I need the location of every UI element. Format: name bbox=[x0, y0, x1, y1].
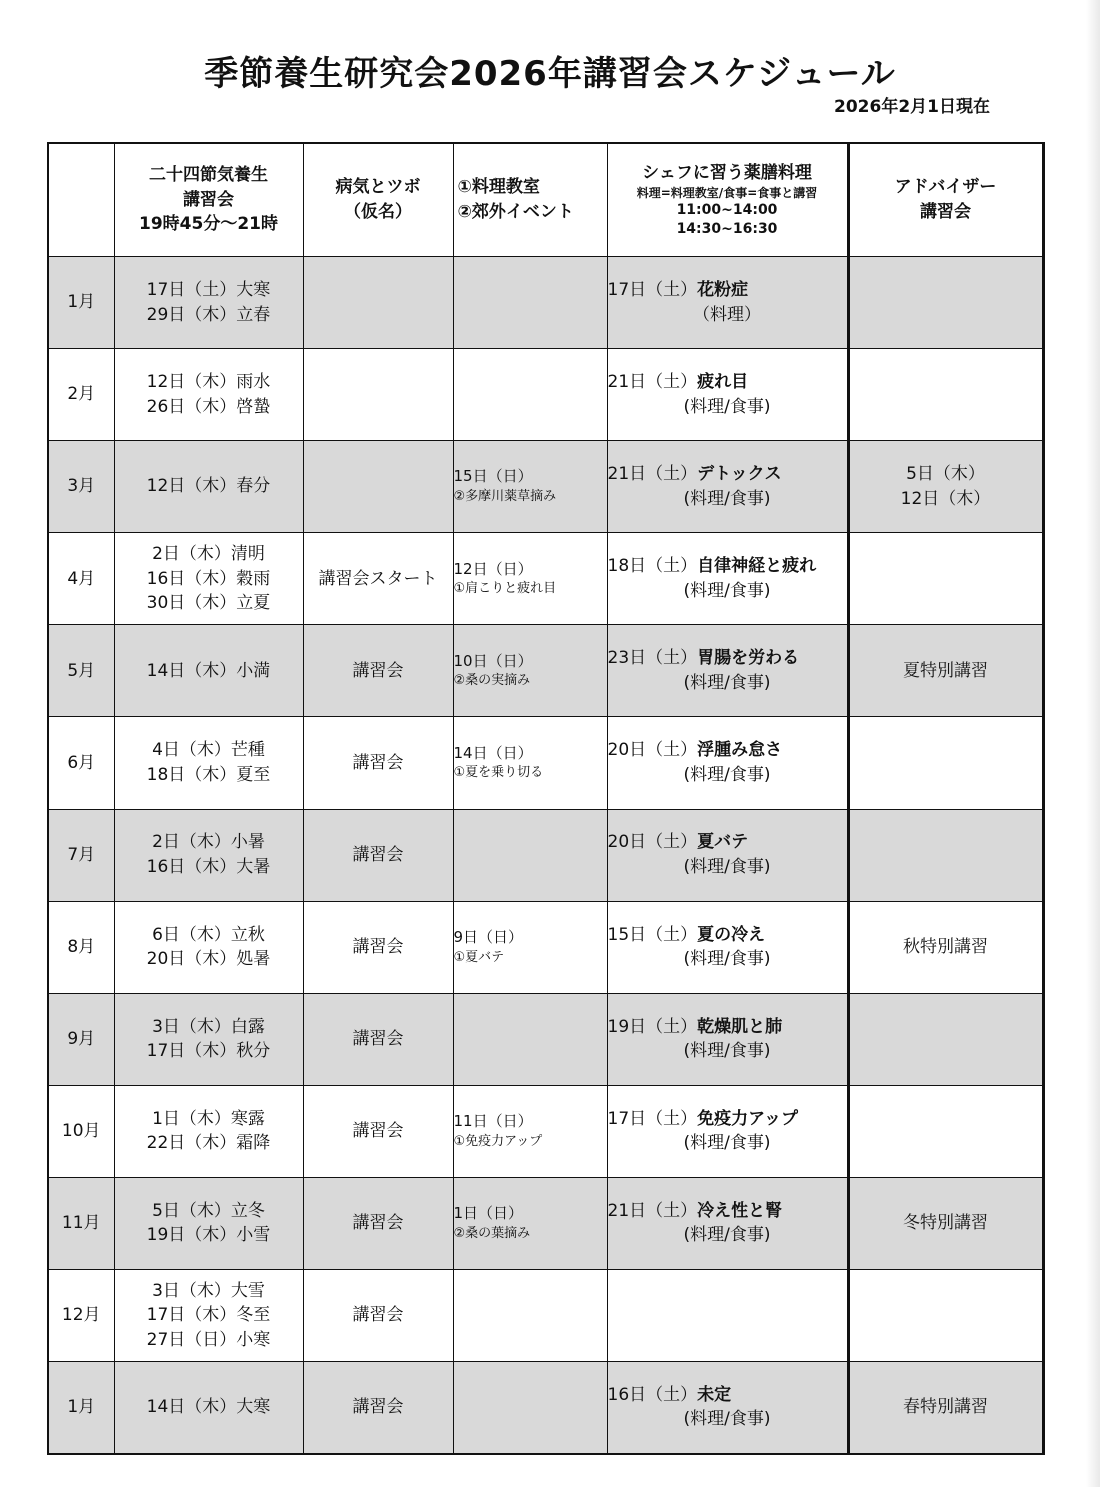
chef-line bbox=[608, 830, 847, 855]
cooking-date: 1日（日） bbox=[453, 1204, 524, 1223]
header-chef-legend: 料理=料理教室/食事=食事と講習 bbox=[636, 185, 818, 200]
chef-mode: (料理/食事) bbox=[683, 765, 771, 786]
month-cell: 7月 bbox=[48, 809, 114, 901]
chef-mode: (料理/食事) bbox=[683, 396, 771, 417]
disease-cell: 講習会 bbox=[303, 625, 453, 717]
chef-line bbox=[608, 1107, 847, 1132]
header-cooking-line: ②郊外イベント bbox=[457, 202, 574, 222]
sekki-entry: 3日（木）大雪 bbox=[152, 1280, 265, 1301]
advisor-cell bbox=[848, 1270, 1043, 1362]
chef-cell bbox=[607, 1177, 848, 1269]
cooking-date: 12日（日） bbox=[453, 559, 533, 578]
month-cell: 10月 bbox=[48, 1085, 114, 1177]
chef-cell bbox=[607, 993, 848, 1085]
table-row bbox=[48, 1085, 1043, 1177]
chef-topic: 夏の冷え bbox=[697, 924, 766, 945]
disease-cell bbox=[303, 349, 453, 441]
chef-cell bbox=[607, 1362, 848, 1454]
cooking-cell bbox=[453, 1270, 607, 1362]
chef-line bbox=[608, 554, 847, 579]
cooking-date: 9日（日） bbox=[453, 927, 524, 946]
header-chef bbox=[607, 143, 848, 257]
advisor-cell bbox=[848, 625, 1043, 717]
month-cell: 11月 bbox=[48, 1177, 114, 1269]
table-row bbox=[48, 993, 1043, 1085]
sekki-cell bbox=[114, 717, 303, 809]
cooking-cell bbox=[453, 993, 607, 1085]
cooking-cell bbox=[453, 1362, 607, 1454]
cooking-date: 14日（日） bbox=[453, 743, 533, 762]
advisor-cell bbox=[848, 901, 1043, 993]
cooking-note: ②桑の葉摘み bbox=[453, 1225, 531, 1241]
sekki-cell bbox=[114, 1085, 303, 1177]
sekki-entry: 17日（土）大寒 bbox=[146, 279, 271, 300]
sekki-entry: 5日（木）立冬 bbox=[152, 1200, 265, 1221]
advisor-cell bbox=[848, 441, 1043, 533]
advisor-cell bbox=[848, 1085, 1043, 1177]
disease-cell: 講習会 bbox=[303, 993, 453, 1085]
sekki-cell bbox=[114, 809, 303, 901]
chef-topic: 冷え性と腎 bbox=[697, 1200, 783, 1221]
page-title: 季節養生研究会2026年講習会スケジュール bbox=[204, 54, 896, 94]
chef-date: 21日（土） bbox=[607, 1200, 698, 1221]
sekki-cell bbox=[114, 441, 303, 533]
cooking-cell bbox=[453, 257, 607, 349]
table-row bbox=[48, 809, 1043, 901]
chef-mode: (料理/食事) bbox=[683, 1133, 771, 1154]
advisor-cell bbox=[848, 533, 1043, 625]
chef-date: 20日（土） bbox=[607, 832, 698, 853]
chef-line bbox=[608, 370, 847, 395]
disease-cell: 講習会 bbox=[303, 717, 453, 809]
chef-mode: (料理/食事) bbox=[683, 580, 771, 601]
cooking-cell bbox=[453, 809, 607, 901]
chef-date: 23日（土） bbox=[607, 648, 698, 669]
sekki-cell bbox=[114, 901, 303, 993]
disease-cell: 講習会 bbox=[303, 1362, 453, 1454]
sekki-entry: 16日（木）穀雨 bbox=[146, 568, 271, 589]
sekki-entry: 30日（木）立夏 bbox=[146, 593, 271, 614]
sekki-cell bbox=[114, 257, 303, 349]
advisor-cell bbox=[848, 717, 1043, 809]
disease-cell: 講習会 bbox=[303, 901, 453, 993]
chef-mode: (料理/食事) bbox=[683, 1041, 771, 1062]
month-cell: 2月 bbox=[48, 349, 114, 441]
month-cell: 1月 bbox=[48, 1362, 114, 1454]
sekki-entry: 22日（木）霜降 bbox=[146, 1133, 271, 1154]
header-row bbox=[48, 143, 1043, 257]
sekki-entry: 14日（木）小満 bbox=[146, 660, 271, 681]
advisor-cell bbox=[848, 1362, 1043, 1454]
advisor-entry: 冬特別講習 bbox=[903, 1213, 988, 1234]
header-cooking-line: ①料理教室 bbox=[457, 177, 540, 198]
header-disease-line: （仮名） bbox=[344, 202, 412, 222]
month-cell: 9月 bbox=[48, 993, 114, 1085]
table-row bbox=[48, 1362, 1043, 1454]
chef-topic: 未定 bbox=[697, 1384, 732, 1405]
month-cell: 12月 bbox=[48, 1270, 114, 1362]
cooking-cell bbox=[453, 533, 607, 625]
cooking-cell bbox=[453, 625, 607, 717]
chef-cell bbox=[607, 625, 848, 717]
chef-date: 16日（土） bbox=[607, 1384, 698, 1405]
header-cooking bbox=[453, 143, 607, 257]
table-row bbox=[48, 441, 1043, 533]
table-row bbox=[48, 257, 1043, 349]
header-month bbox=[48, 143, 114, 257]
chef-cell bbox=[607, 901, 848, 993]
header-sekki-line: 二十四節気養生 bbox=[149, 165, 268, 186]
chef-mode: (料理/食事) bbox=[683, 488, 771, 509]
header-sekki-line: 講習会 bbox=[183, 189, 234, 210]
disease-cell bbox=[303, 441, 453, 533]
sekki-entry: 2日（木）清明 bbox=[152, 543, 265, 564]
header-chef-time: 11:00~14:00 bbox=[676, 202, 778, 219]
disease-cell: 講習会 bbox=[303, 1085, 453, 1177]
advisor-cell bbox=[848, 257, 1043, 349]
table-row bbox=[48, 1270, 1043, 1362]
chef-cell bbox=[607, 809, 848, 901]
header-advisor-line: 講習会 bbox=[920, 202, 971, 222]
sekki-entry: 26日（木）啓蟄 bbox=[146, 396, 271, 417]
chef-cell bbox=[607, 1270, 848, 1362]
chef-line bbox=[608, 923, 847, 948]
chef-topic: 自律神経と疲れ bbox=[697, 556, 817, 577]
cooking-note: ②桑の実摘み bbox=[453, 673, 531, 689]
header-disease-line: 病気とツボ bbox=[335, 177, 421, 198]
sekki-cell bbox=[114, 349, 303, 441]
chef-date: 17日（土） bbox=[607, 279, 698, 300]
sekki-entry: 20日（木）処暑 bbox=[146, 949, 271, 970]
sekki-cell bbox=[114, 993, 303, 1085]
disease-cell: 講習会 bbox=[303, 809, 453, 901]
sekki-entry: 4日（木）芒種 bbox=[152, 740, 265, 761]
month-cell: 5月 bbox=[48, 625, 114, 717]
header-disease bbox=[303, 143, 453, 257]
advisor-cell bbox=[848, 1177, 1043, 1269]
sekki-cell bbox=[114, 1270, 303, 1362]
advisor-entry: 5日（木） bbox=[906, 464, 985, 485]
month-cell: 6月 bbox=[48, 717, 114, 809]
chef-date: 17日（土） bbox=[607, 1108, 698, 1129]
cooking-note: ①夏バテ bbox=[453, 949, 505, 965]
sekki-entry: 2日（木）小暑 bbox=[152, 832, 265, 853]
advisor-cell bbox=[848, 349, 1043, 441]
table-row bbox=[48, 349, 1043, 441]
table-row bbox=[48, 901, 1043, 993]
chef-line bbox=[608, 1383, 847, 1408]
sekki-cell bbox=[114, 533, 303, 625]
advisor-entry: 12日（木） bbox=[900, 488, 991, 509]
table-row bbox=[48, 533, 1043, 625]
sekki-cell bbox=[114, 625, 303, 717]
table-row bbox=[48, 717, 1043, 809]
cooking-cell bbox=[453, 901, 607, 993]
disease-cell: 講習会スタート bbox=[303, 533, 453, 625]
as-of-date: 2026年2月1日現在 bbox=[834, 97, 990, 117]
cooking-note: ①免疫力アップ bbox=[453, 1133, 543, 1149]
advisor-cell bbox=[848, 993, 1043, 1085]
cooking-cell bbox=[453, 349, 607, 441]
cooking-cell bbox=[453, 441, 607, 533]
chef-mode: (料理/食事) bbox=[683, 672, 771, 693]
chef-cell bbox=[607, 441, 848, 533]
chef-line bbox=[608, 462, 847, 487]
chef-date: 18日（土） bbox=[607, 556, 698, 577]
advisor-entry: 秋特別講習 bbox=[903, 936, 988, 957]
chef-line bbox=[608, 1015, 847, 1040]
chef-topic: 免疫力アップ bbox=[697, 1108, 798, 1129]
chef-line bbox=[608, 738, 847, 763]
chef-topic: デトックス bbox=[697, 464, 782, 485]
chef-mode: (料理/食事) bbox=[683, 949, 771, 970]
cooking-date: 11日（日） bbox=[453, 1112, 533, 1131]
header-advisor-line: アドバイザー bbox=[894, 177, 997, 198]
disease-cell bbox=[303, 257, 453, 349]
sekki-entry: 19日（木）小雪 bbox=[146, 1225, 271, 1246]
month-cell: 8月 bbox=[48, 901, 114, 993]
sekki-entry: 18日（木）夏至 bbox=[146, 765, 271, 786]
disease-cell: 講習会 bbox=[303, 1270, 453, 1362]
cooking-note: ①夏を乗り切る bbox=[453, 765, 544, 781]
sekki-entry: 17日（木）秋分 bbox=[146, 1041, 271, 1062]
chef-line bbox=[608, 1199, 847, 1224]
sekki-entry: 3日（木）白露 bbox=[152, 1016, 265, 1037]
advisor-entry: 春特別講習 bbox=[903, 1397, 988, 1418]
header-chef-time: 14:30~16:30 bbox=[676, 221, 778, 238]
cooking-note: ①肩こりと疲れ目 bbox=[453, 581, 557, 597]
chef-cell bbox=[607, 717, 848, 809]
header-sekki bbox=[114, 143, 303, 257]
chef-topic: 花粉症 bbox=[697, 279, 749, 300]
sekki-cell bbox=[114, 1177, 303, 1269]
sekki-entry: 1日（木）寒露 bbox=[152, 1108, 265, 1129]
chef-line bbox=[608, 646, 847, 671]
sekki-entry: 27日（日）小寒 bbox=[146, 1329, 271, 1350]
sekki-cell bbox=[114, 1362, 303, 1454]
sekki-entry: 16日（木）大暑 bbox=[146, 857, 271, 878]
sekki-entry: 29日（木）立春 bbox=[146, 304, 271, 325]
disease-cell: 講習会 bbox=[303, 1177, 453, 1269]
chef-mode: (料理/食事) bbox=[683, 857, 771, 878]
schedule-body bbox=[48, 257, 1043, 1454]
chef-cell bbox=[607, 349, 848, 441]
chef-date: 15日（土） bbox=[607, 924, 698, 945]
chef-line bbox=[608, 278, 847, 303]
table-row bbox=[48, 625, 1043, 717]
header-chef-title: シェフに習う薬膳料理 bbox=[642, 162, 812, 183]
cooking-cell bbox=[453, 1085, 607, 1177]
month-cell: 3月 bbox=[48, 441, 114, 533]
chef-mode: (料理/食事) bbox=[683, 1225, 771, 1246]
chef-cell bbox=[607, 257, 848, 349]
header-advisor bbox=[848, 143, 1043, 257]
cooking-cell bbox=[453, 717, 607, 809]
chef-topic: 胃腸を労わる bbox=[697, 648, 800, 669]
chef-topic: 疲れ目 bbox=[697, 372, 749, 392]
advisor-cell bbox=[848, 809, 1043, 901]
table-row bbox=[48, 1177, 1043, 1269]
sekki-entry: 12日（木）春分 bbox=[146, 476, 271, 497]
page-edge-shadow bbox=[1086, 0, 1100, 1487]
chef-date: 21日（土） bbox=[607, 464, 698, 485]
chef-topic: 浮腫み怠さ bbox=[697, 740, 783, 761]
chef-date: 19日（土） bbox=[607, 1016, 698, 1037]
cooking-cell bbox=[453, 1177, 607, 1269]
sekki-entry: 6日（木）立秋 bbox=[152, 924, 265, 945]
month-cell: 1月 bbox=[48, 257, 114, 349]
cooking-date: 15日（日） bbox=[453, 467, 533, 486]
chef-cell bbox=[607, 1085, 848, 1177]
chef-mode: （料理） bbox=[693, 304, 761, 325]
advisor-entry: 夏特別講習 bbox=[903, 660, 988, 681]
chef-mode: (料理/食事) bbox=[683, 1409, 771, 1430]
header-sekki-time: 19時45分〜21時 bbox=[139, 214, 278, 235]
sekki-entry: 14日（木）大寒 bbox=[146, 1397, 271, 1418]
chef-date: 21日（土） bbox=[607, 372, 698, 392]
chef-topic: 乾燥肌と肺 bbox=[697, 1016, 783, 1037]
chef-topic: 夏バテ bbox=[697, 832, 749, 853]
month-cell: 4月 bbox=[48, 533, 114, 625]
sekki-entry: 17日（木）冬至 bbox=[146, 1305, 271, 1326]
chef-date: 20日（土） bbox=[607, 740, 698, 761]
chef-cell bbox=[607, 533, 848, 625]
cooking-note: ②多摩川薬草摘み bbox=[453, 489, 557, 505]
schedule-table bbox=[47, 142, 1045, 1455]
cooking-date: 10日（日） bbox=[453, 651, 533, 670]
sekki-entry: 12日（木）雨水 bbox=[146, 372, 271, 392]
